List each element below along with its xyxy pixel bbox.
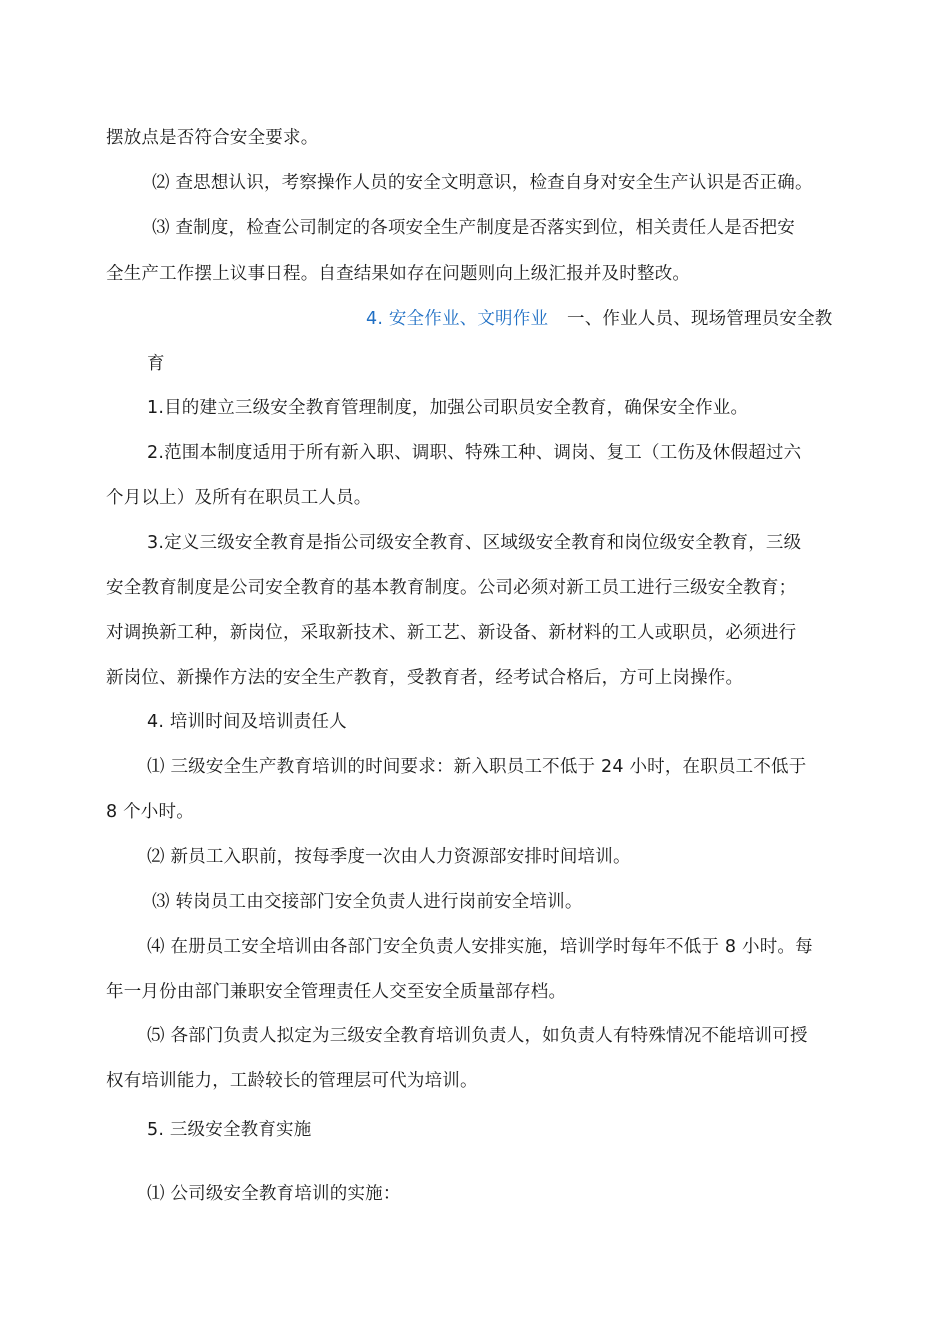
paragraph-line: 5. 三级安全教育实施 bbox=[147, 1120, 312, 1140]
paragraph-line: 1.目的建立三级安全教育管理制度，加强公司职员安全教育，确保安全作业。 bbox=[147, 398, 749, 418]
paragraph-line: ⑷ 在册员工安全培训由各部门安全负责人安排实施，培训学时每年不低于 8 小时。每 bbox=[147, 937, 813, 957]
paragraph-line: ⑸ 各部门负责人拟定为三级安全教育培训负责人，如负责人有特殊情况不能培训可授 bbox=[147, 1026, 808, 1046]
paragraph-line: 个月以上）及所有在职员工人员。 bbox=[106, 488, 372, 508]
paragraph-line: 8 个小时。 bbox=[106, 802, 194, 822]
paragraph-line: 一、作业人员、现场管理员安全教 bbox=[567, 309, 833, 329]
paragraph-line: 权有培训能力，工龄较长的管理层可代为培训。 bbox=[106, 1071, 478, 1091]
paragraph-line: ⑴ 三级安全生产教育培训的时间要求：新入职员工不低于 24 小时，在职员工不低于 bbox=[147, 757, 807, 777]
paragraph-line: 年一月份由部门兼职安全管理责任人交至安全质量部存档。 bbox=[106, 982, 567, 1002]
paragraph-line: ⑵ 查思想认识，考察操作人员的安全文明意识，检查自身对安全生产认识是否正确。 bbox=[152, 173, 813, 193]
paragraph-line: 3.定义三级安全教育是指公司级安全教育、区域级安全教育和岗位级安全教育，三级 bbox=[147, 533, 802, 553]
paragraph-line: ⑶ 转岗员工由交接部门安全负责人进行岗前安全培训。 bbox=[152, 892, 583, 912]
paragraph-line: 对调换新工种，新岗位，采取新技术、新工艺、新设备、新材料的工人或职员，必须进行 bbox=[106, 623, 797, 643]
section-heading-link[interactable]: 4. 安全作业、文明作业 bbox=[366, 309, 549, 329]
paragraph-line: 安全教育制度是公司安全教育的基本教育制度。公司必须对新工员工进行三级安全教育； bbox=[106, 578, 797, 598]
paragraph-line: 4. 培训时间及培训责任人 bbox=[147, 712, 347, 732]
paragraph-line: ⑶ 查制度，检查公司制定的各项安全生产制度是否落实到位，相关责任人是否把安 bbox=[152, 218, 795, 238]
paragraph-line: 摆放点是否符合安全要求。 bbox=[106, 128, 319, 148]
paragraph-line: 育 bbox=[147, 354, 165, 374]
paragraph-line: ⑵ 新员工入职前，按每季度一次由人力资源部安排时间培训。 bbox=[147, 847, 631, 867]
paragraph-line: 全生产工作摆上议事日程。自查结果如存在问题则向上级汇报并及时整改。 bbox=[106, 264, 691, 284]
paragraph-line: ⑴ 公司级安全教育培训的实施： bbox=[147, 1184, 401, 1204]
paragraph-line: 新岗位、新操作方法的安全生产教育，受教育者，经考试合格后，方可上岗操作。 bbox=[106, 668, 744, 688]
paragraph-line: 2.范围本制度适用于所有新入职、调职、特殊工种、调岗、复工（工伤及休假超过六 bbox=[147, 443, 802, 463]
